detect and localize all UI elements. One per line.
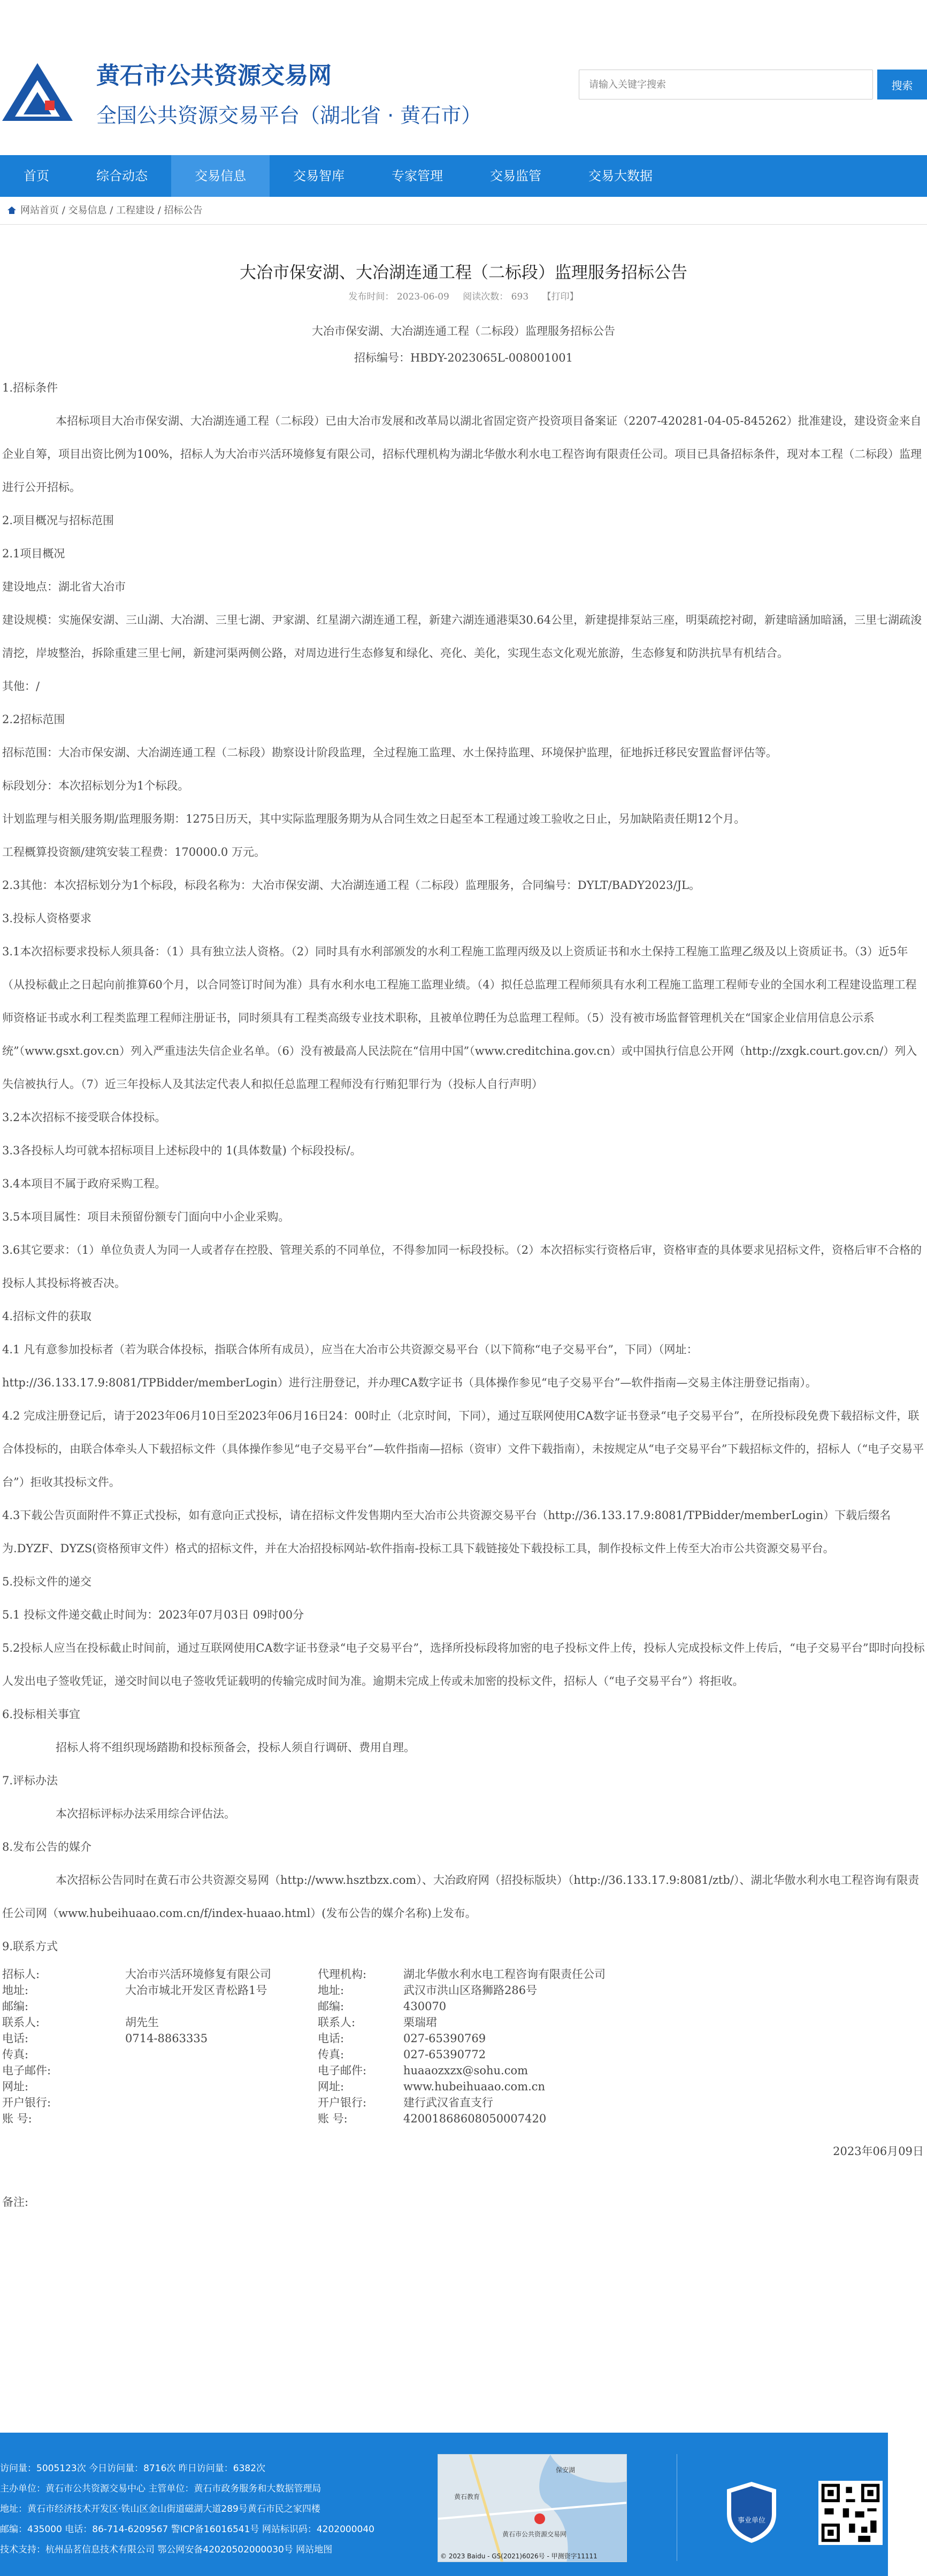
breadcrumb: [0, 197, 927, 225]
footer-host: 主办单位：黄石市公共资源交易中心 主管单位：黄石市政务服务和大数据管理局: [0, 2483, 321, 2494]
article-paragraph: 5.投标文件的递交: [2, 1575, 92, 1588]
article-meta: [2, 289, 925, 318]
contact-value: 027-65390769: [403, 2032, 486, 2045]
contact-value: 0714-8863335: [125, 2032, 208, 2045]
contact-value: 大冶市城北开发区青松路1号: [125, 1984, 267, 1997]
article-paragraph: 标段划分：本次招标划分为1个标段。: [2, 779, 189, 792]
badge-label: 事业单位: [737, 2517, 766, 2525]
nav-item-home[interactable]: 首页: [24, 168, 49, 183]
contact-value: 027-65390772: [403, 2048, 486, 2061]
article-paragraph: 4.1 凡有意参加投标者（若为联合体投标，指联合体所有成员），应当在大冶市公共资源交易平台（以下简称“电子交易平台”，下同）（网址：http://36.133.17.9:8081/TPBidder/memberLogin）进行注册登记，并办理CA数字证书（具体操作参见“电子交易平台”—软件指南—交易主体注册登记指南）。: [2, 1343, 817, 1389]
contact-label: 电子邮件:: [2, 2064, 51, 2077]
breadcrumb-announcement[interactable]: 招标公告: [164, 205, 203, 216]
article-paragraph: 9.联系方式: [2, 1940, 58, 1953]
footer-tech: 技术支持：杭州品茗信息技术有限公司 鄂公网安备42020502000030号 网站地图: [0, 2544, 333, 2555]
public-institution-badge[interactable]: [725, 2481, 778, 2544]
article-paragraph: 7.评标办法: [2, 1774, 58, 1787]
contact-value: 42001868608050007420: [403, 2112, 547, 2125]
article-paragraph: 本次招标评标办法采用综合评估法。: [56, 1807, 235, 1820]
article-paragraph: 建设规模：实施保安湖、三山湖、大冶湖、三里七湖、尹家湖、红星湖六湖连通工程，新建六湖连通港渠30.64公里，新建提排泵站三座，明渠疏挖衬砌，新建暗涵加暗涵，三里七湖疏浚清挖，岸坡整治，拆除重建三里七闸，新建河渠两侧公路，对周边进行生态修复和绿化、亮化、美化，实现生态文化观光旅游，生态修复和防洪抗旱有机结合。: [2, 614, 922, 660]
article-paragraph: 4.3下载公告页面附件不算正式投标，如有意向正式投标，请在招标文件发售期内至大冶市公共资源交易平台（http://36.133.17.9:8081/TPBidder/memberLogin）下载后缀名为.DYZF、DYZS(资格预审文件）格式的招标文件，并在大冶招投标网站-软件指南-投标工具下载链接处下载投标工具，制作投标文件上传至大冶市公共资源交易平台。: [2, 1509, 891, 1555]
article-paragraph: 2.1项目概况: [2, 547, 65, 560]
contact-label: 邮编:: [2, 2000, 29, 2013]
contact-label: 网址:: [318, 2080, 344, 2093]
nav-item-supervision[interactable]: 交易监管: [490, 168, 541, 183]
article-paragraph: 5.2投标人应当在投标截止时间前，通过互联网使用CA数字证书登录“电子交易平台”，选择所投标段将加密的电子投标文件上传，投标人完成投标文件上传后，“电子交易平台”即时向投标人发出电子签收凭证，递交时间以电子签收凭证载明的传输完成时间为准。逾期未完成上传或未加密的投标文件，招标人（“电子交易平台”）将拒收。: [2, 1642, 925, 1688]
map-graphic: [438, 2455, 627, 2562]
footer-info: [0, 2458, 374, 2560]
view-count: 阅读次数： 693: [463, 292, 529, 302]
contact-value: 湖北华傲水利水电工程咨询有限责任公司: [403, 1968, 606, 1981]
article-paragraph: 建设地点：湖北省大冶市: [2, 580, 126, 593]
article-paragraph: 3.6其它要求：（1）单位负责人为同一人或者存在控股、管理关系的不同单位，不得参加同一标段投标。（2）本次招标实行资格后审，资格审查的具体要求见招标文件，资格后审不合格的投标人其投标将被否决。: [2, 1244, 922, 1290]
contact-label: 电子邮件:: [318, 2064, 367, 2077]
search-button[interactable]: 搜索: [877, 70, 927, 99]
contact-value: [125, 2095, 318, 2111]
map-label: 保安湖: [556, 2466, 576, 2474]
article-paragraph: 计划监理与相关服务期/监理服务期：1275日历天，其中实际监理服务期为从合同生效之日起至本工程通过竣工验收之日止，另加缺陷责任期12个月。: [2, 812, 746, 825]
site-title: 黄石市公共资源交易网: [96, 62, 332, 89]
contact-label: 网址:: [2, 2080, 29, 2093]
lead-title: 大冶市保安湖、大冶湖连通工程（二标段）监理服务招标公告: [312, 325, 615, 338]
site-logo: [0, 59, 75, 123]
nav-item-big-data[interactable]: 交易大数据: [588, 168, 653, 183]
qr-code-icon: [818, 2481, 883, 2545]
nav-item-trade-info[interactable]: 交易信息: [171, 155, 270, 197]
map-label: 黄石教育: [454, 2493, 480, 2501]
contact-value: huaaozxzx@sohu.com: [403, 2064, 528, 2077]
site-footer: [0, 2433, 888, 2576]
contact-label: 账 号:: [2, 2112, 32, 2125]
nav-item-think-tank[interactable]: 交易智库: [293, 168, 344, 183]
contact-table: [2, 1966, 925, 2127]
contact-label: 联系人:: [2, 2016, 40, 2029]
contact-label: 账 号:: [318, 2112, 348, 2125]
contact-value: [125, 2046, 318, 2063]
contact-label: 传真:: [2, 2048, 29, 2061]
article-paragraph: 3.3各投标人均可就本招标项目上述标段中的 1(具体数量) 个标段投标/。: [2, 1144, 362, 1157]
contact-label: 开户银行:: [2, 2096, 51, 2109]
article-paragraph: 3.投标人资格要求: [2, 912, 92, 925]
contact-label: 招标人:: [2, 1968, 40, 1981]
article-paragraph: 3.5本项目属性：项目未预留份额专门面向中小企业采购。: [2, 1210, 290, 1223]
publish-time: 发布时间： 2023-06-09: [348, 292, 449, 302]
article-paragraph: 其他：/: [2, 680, 40, 693]
article-paragraph: 2.项目概况与招标范围: [2, 514, 114, 527]
nav-item-experts[interactable]: 专家管理: [392, 168, 443, 183]
contact-value: 栗瑞珺: [403, 2016, 437, 2029]
contact-value: 武汉市洪山区珞狮路286号: [403, 1984, 538, 1997]
article-paragraph: 6.投标相关事宜: [2, 1708, 81, 1721]
contact-label: 地址:: [318, 1984, 344, 1997]
map-label: 黄石市公共资源交易网: [502, 2531, 567, 2538]
footer-visits: 访问量：5005123次 今日访问量：8716次 昨日访问量：6382次: [0, 2463, 266, 2474]
breadcrumb-trade-info[interactable]: 交易信息: [68, 205, 107, 216]
footer-contact: 邮编：435000 电话：86-714-6209567 警ICP备16016541号 网站标识码：4202000040: [0, 2524, 374, 2535]
footer-address: 地址：黄石市经济技术开发区·铁山区金山街道磁湖大道289号黄石市民之家四楼: [0, 2504, 320, 2514]
contact-label: 开户银行:: [318, 2096, 367, 2109]
site-header: [0, 0, 927, 155]
announcement-date: 2023年06月09日: [833, 2145, 924, 2158]
article-paragraph: 2.2招标范围: [2, 713, 65, 726]
contact-value: [125, 2063, 318, 2079]
home-icon: [7, 206, 16, 214]
article-body: [2, 371, 925, 1963]
contact-value: 胡先生: [125, 2016, 159, 2029]
contact-value: 430070: [403, 2000, 447, 2013]
lead-number: 招标编号：HBDY-2023065L-008001001: [354, 351, 573, 364]
remark: 备注:: [2, 2196, 29, 2209]
article-paragraph: 2.3其他：本次招标划分为1个标段，标段名称为：大冶市保安湖、大冶湖连通工程（二标段）监理服务，合同编号：DYLT/BADY2023/JL。: [2, 879, 700, 892]
article-paragraph: 招标范围：大冶市保安湖、大冶湖连通工程（二标段）勘察设计阶段监理，全过程施工监理、水土保持监理、环境保护监理，征地拆迁移民安置监督评估等。: [2, 746, 777, 759]
breadcrumb-sep: /: [155, 205, 164, 216]
contact-label: 电话:: [318, 2032, 344, 2045]
article-paragraph: 4.招标文件的获取: [2, 1310, 92, 1323]
article-paragraph: 8.发布公告的媒介: [2, 1841, 92, 1853]
contact-label: 电话:: [2, 2032, 29, 2045]
search-input[interactable]: [579, 70, 873, 99]
map-caption: © 2023 Baidu - GS(2021)6026号 - 甲测资字11111: [440, 2552, 597, 2560]
article-paragraph: 本次招标公告同时在黄石市公共资源交易网（http://www.hsztbzx.com）、大冶政府网（招投标版块）（http://36.133.17.9:8081/ztb/）、湖北华傲水利水电工程咨询有限责任公司网（www.hubeihuaao.com.cn/f/index-huaao.html）(发布公告的媒介名称)上发布。: [2, 1874, 920, 1920]
breadcrumb-sep: /: [59, 205, 68, 216]
contact-label: 传真:: [318, 2048, 344, 2061]
breadcrumb-home[interactable]: 网站首页: [20, 205, 59, 216]
article-title: 大冶市保安湖、大冶湖连通工程（二标段）监理服务招标公告: [240, 263, 687, 282]
article-paragraph: 1.招标条件: [2, 381, 58, 394]
main-nav: [0, 155, 927, 197]
contact-label: 代理机构:: [318, 1968, 367, 1981]
location-map[interactable]: [438, 2454, 627, 2562]
article-paragraph: 4.2 完成注册登记后，请于2023年06月10日至2023年06月16日24：00时止（北京时间，下同），通过互联网使用CA数字证书登录“电子交易平台”，在所投标段免费下载招标文件，联合体投标的，由联合体牵头人下载招标文件（具体操作参见“电子交易平台”—软件指南—招标（资审）文件下载指南），未按规定从“电子交易平台”下载招标文件的，招标人（“电子交易平台”）拒收其投标文件。: [2, 1409, 924, 1489]
article: [0, 225, 927, 2226]
article-paragraph: 3.2本次招标不接受联合体投标。: [2, 1111, 166, 1124]
contact-value: [125, 2111, 318, 2127]
contact-value: 建行武汉省直支行: [403, 2096, 493, 2109]
article-paragraph: 工程概算投资额/建筑安装工程费：170000.0 万元。: [2, 846, 265, 858]
contact-value: [125, 2079, 318, 2095]
article-paragraph: 3.1本次招标要求投标人须具备：（1）具有独立法人资格。（2）同时具有水利部颁发的水利工程施工监理丙级及以上资质证书和水土保持工程施工监理乙级及以上资质证书。（3）近5年（从投标截止之日起向前推算60个月，以合同签订时间为准）具有水利水电工程施工监理业绩。（4）拟任总监理工程师须具有水利工程施工监理工程师专业的全国水利工程建设监理工程师资格证书或水利工程类监理工程师注册证书，同时须具有工程类高级专业技术职称，且被单位聘任为总监理工程师。（5）没有被市场监督管理机关在“国家企业信用信息公示系统”（www.gsxt.gov.cn）列入严重违法失信企业名单。（6）没有被最高人民法院在“信用中国”（www.creditchina.gov.cn）或中国执行信息公开网（http://zxgk.court.gov.cn/）列入失信被执行人。（7）近三年投标人及其法定代表人和拟任总监理工程师没有行贿犯罪行为（投标人自行声明）: [2, 945, 917, 1091]
site-subtitle: 全国公共资源交易平台（湖北省 · 黄石市）: [96, 104, 482, 127]
article-paragraph: 招标人将不组织现场踏勘和投标预备会，投标人须自行调研、费用自理。: [56, 1741, 415, 1754]
print-link[interactable]: 【打印】: [542, 292, 579, 302]
contact-value: 大冶市兴活环境修复有限公司: [125, 1968, 271, 1981]
contact-value: [125, 1998, 318, 2014]
contact-label: 邮编:: [318, 2000, 344, 2013]
breadcrumb-engineering[interactable]: 工程建设: [116, 205, 155, 216]
breadcrumb-sep: /: [106, 205, 117, 216]
contact-label: 地址:: [2, 1984, 29, 1997]
article-paragraph: 3.4本项目不属于政府采购工程。: [2, 1177, 166, 1190]
contact-value: www.hubeihuaao.com.cn: [403, 2080, 546, 2093]
article-paragraph: 5.1 投标文件递交截止时间为：2023年07月03日 09时00分: [2, 1608, 304, 1621]
nav-item-news[interactable]: 综合动态: [96, 168, 148, 183]
contact-label: 联系人:: [318, 2016, 356, 2029]
article-paragraph: 本招标项目大冶市保安湖、大冶湖连通工程（二标段）已由大冶市发展和改革局以湖北省固定资产投资项目备案证（2207-420281-04-05-845262）批准建设，建设资金来自企业自筹，项目出资比例为100%，招标人为大冶市兴活环境修复有限公司，招标代理机构为湖北华傲水利水电工程咨询有限责任公司。项目已具备招标条件，现对本工程（二标段）监理进行公开招标。: [2, 415, 922, 494]
